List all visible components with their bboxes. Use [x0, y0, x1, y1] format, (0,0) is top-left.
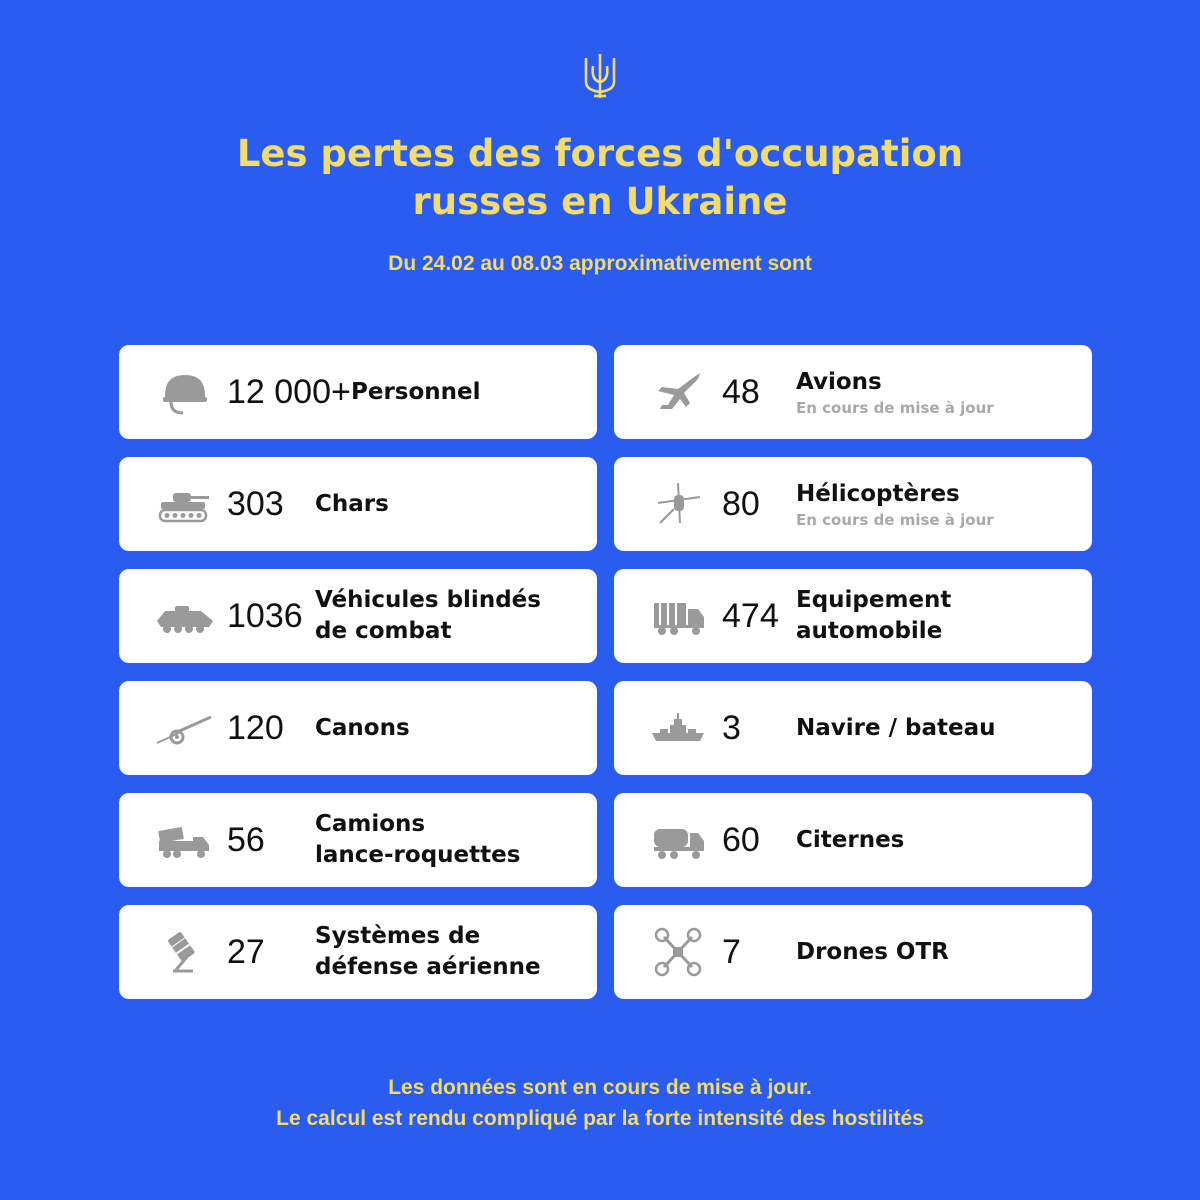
ship-icon	[648, 703, 708, 753]
rocket-launcher-truck-icon	[153, 815, 213, 865]
card-defense	[119, 905, 597, 999]
defense-label: Systèmes de défense aérienne	[315, 923, 541, 980]
helmet-icon	[153, 367, 213, 417]
card-camions	[119, 793, 597, 887]
avions-label: Avions En cours de mise à jour	[796, 345, 1066, 439]
title-line-1: Les pertes des forces d'occupation	[236, 132, 964, 175]
chars-value: 303	[227, 484, 284, 523]
equipement-value: 474	[722, 596, 779, 635]
card-drones	[614, 905, 1092, 999]
trident-icon	[583, 52, 617, 100]
card-chars	[119, 457, 597, 551]
citernes-label: Citernes	[796, 826, 905, 853]
equipement-label: Equipement automobile	[796, 587, 952, 644]
card-helicopteres	[614, 457, 1092, 551]
vehicules-label: Véhicules blindés de combat	[315, 587, 541, 644]
defense-value: 27	[227, 932, 265, 971]
footer-line-1: Les données sont en cours de mise à jour.	[388, 1076, 812, 1099]
card-citernes	[614, 793, 1092, 887]
helicopter-icon	[648, 479, 708, 529]
card-canons	[119, 681, 597, 775]
card-equipement	[614, 569, 1092, 663]
camions-label: Camions lance-roquettes	[315, 811, 521, 868]
navire-label: Navire / bateau	[796, 714, 996, 741]
helicopteres-label: Hélicoptères En cours de mise à jour	[796, 457, 1066, 551]
card-personnel	[119, 345, 597, 439]
truck-icon	[648, 591, 708, 641]
citernes-value: 60	[722, 820, 760, 859]
vehicules-value: 1036	[227, 596, 303, 635]
card-navire	[614, 681, 1092, 775]
page-title	[100, 130, 1100, 226]
tanker-truck-icon	[648, 815, 708, 865]
card-vehicules	[119, 569, 597, 663]
date-range-subtitle: Du 24.02 au 08.03 approximativement sont	[388, 252, 812, 275]
drones-label: Drones OTR	[796, 938, 949, 965]
camions-value: 56	[227, 820, 265, 859]
chars-label: Chars	[315, 490, 389, 517]
drone-icon	[648, 927, 708, 977]
canons-value: 120	[227, 708, 284, 747]
canons-label: Canons	[315, 714, 410, 741]
avions-value: 48	[722, 372, 760, 411]
air-defense-icon	[153, 927, 213, 977]
personnel-label: Personnel	[351, 378, 481, 405]
footer-line-2: Le calcul est rendu compliqué par la forte intensité des hostilités	[276, 1107, 924, 1130]
avions-update-note: En cours de mise à jour	[796, 398, 994, 417]
helicopteres-value: 80	[722, 484, 760, 523]
card-avions	[614, 345, 1092, 439]
drones-value: 7	[722, 932, 741, 971]
cannon-icon	[153, 703, 213, 753]
personnel-value: 12 000+	[227, 372, 351, 411]
helicopteres-update-note: En cours de mise à jour	[796, 510, 994, 529]
navire-value: 3	[722, 708, 741, 747]
title-line-2: russes en Ukraine	[412, 180, 788, 223]
armored-vehicle-icon	[151, 591, 219, 641]
footer-note	[100, 1072, 1100, 1134]
jet-icon	[648, 367, 708, 417]
tank-icon	[153, 479, 213, 529]
